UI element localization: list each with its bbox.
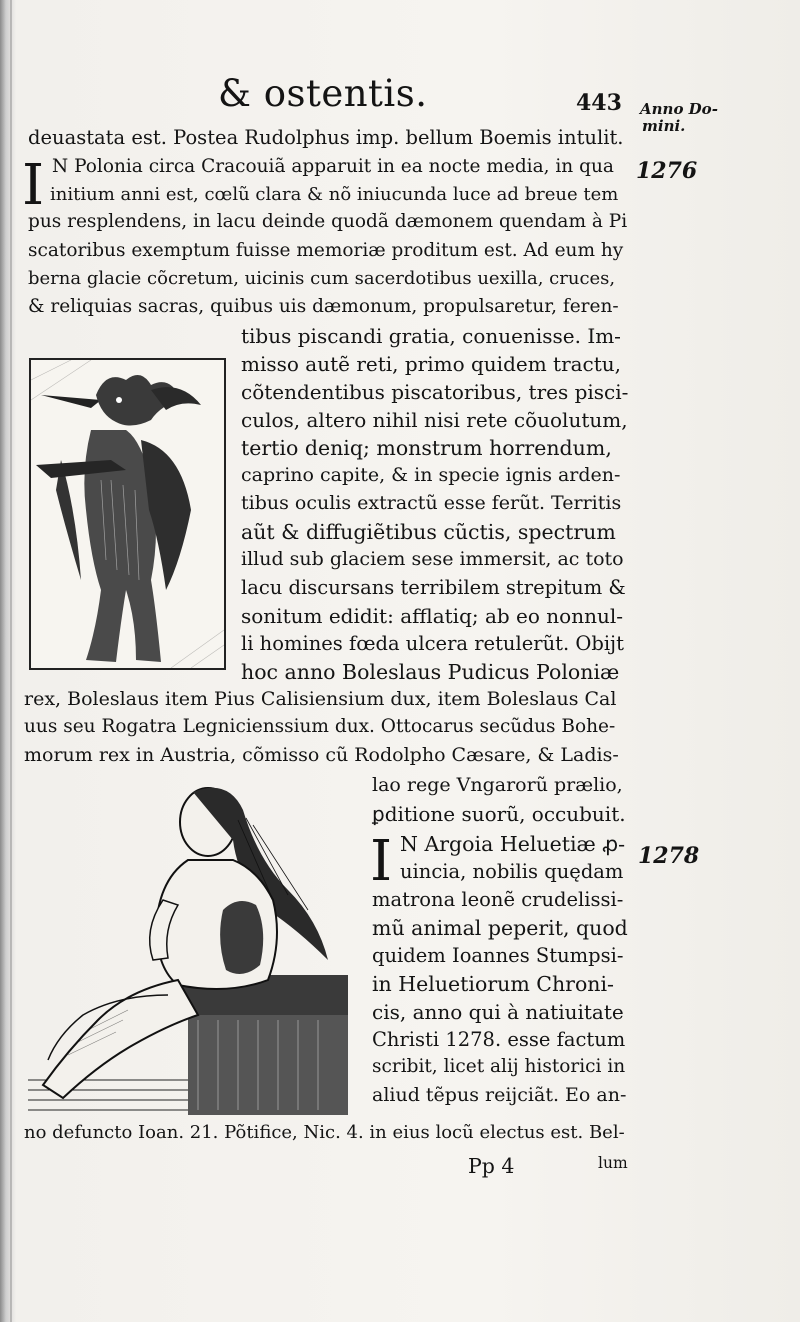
woodcut-demon-illustration bbox=[29, 358, 226, 670]
text-line: pus resplendens, in lacu deinde quodã dæmonem quendam à Pi bbox=[28, 211, 628, 232]
text-line: hoc anno Boleslaus Pudicus Poloniæ bbox=[241, 660, 620, 684]
text-line: quidem Ioannes Stumpsi- bbox=[372, 944, 624, 967]
text-line: li homines fœda ulcera retulerũt. Obijt bbox=[241, 632, 624, 655]
text-line: cõtendentibus piscatoribus, tres pisci- bbox=[241, 380, 629, 404]
text-line: lacu discursans terribilem strepitum & bbox=[241, 576, 626, 599]
page-number: 443 bbox=[576, 90, 622, 116]
text-line: scribit, licet alij historici in bbox=[372, 1056, 626, 1077]
text-line: deuastata est. Postea Rudolphus imp. bellum Boemis intulit. bbox=[28, 126, 624, 149]
demon-figure-icon bbox=[31, 360, 224, 668]
margin-mini: mini. bbox=[642, 117, 686, 135]
text-line: ꝑditione suorũ, occubuit. bbox=[372, 802, 626, 826]
text-line: rex, Boleslaus item Pius Calisiensium dux, item Boleslaus Cal bbox=[24, 688, 617, 710]
woodcut-woman-lion-illustration bbox=[28, 780, 351, 1120]
catchword: lum bbox=[598, 1154, 628, 1172]
text-line: in Heluetiorum Chroni- bbox=[372, 972, 614, 996]
text-line: no defuncto Ioan. 21. Põtifice, Nic. 4. in eius locũ electus est. Bel- bbox=[24, 1122, 625, 1143]
margin-anno-domini: Anno Do- bbox=[640, 100, 718, 118]
text-line: cis, anno qui à natiuitate bbox=[372, 1000, 624, 1024]
text-line: N Polonia circa Cracouiã apparuit in ea nocte media, in qua bbox=[52, 156, 614, 177]
text-line: Christi 1278. esse factum bbox=[372, 1028, 626, 1051]
text-line: morum rex in Austria, cõmisso cũ Rodolpho Cæsare, & Ladis- bbox=[24, 744, 619, 766]
margin-year-1278: 1278 bbox=[638, 843, 700, 869]
text-line: sonitum edidit: afflatiq; ab eo nonnul- bbox=[241, 604, 624, 628]
text-line: & reliquias sacras, quibus uis dæmonum, propulsaretur, feren- bbox=[28, 296, 619, 317]
text-line: uus seu Rogatra Legnicienssium dux. Ottocarus secũdus Bohe- bbox=[24, 716, 616, 737]
text-line: uincia, nobilis quędam bbox=[400, 860, 624, 883]
text-line: lao rege Vngarorũ prælio, bbox=[372, 774, 623, 796]
text-line: berna glacie cõcretum, uicinis cum sacerdotibus uexilla, cruces, bbox=[28, 268, 616, 289]
drop-cap-initial-2: I bbox=[370, 829, 393, 894]
text-line: tertio deniq; monstrum horrendum, bbox=[241, 436, 612, 460]
text-line: scatoribus exemptum fuisse memoriæ proditum est. Ad eum hy bbox=[28, 240, 624, 261]
text-line: tibus oculis extractũ esse ferũt. Territis bbox=[241, 492, 622, 514]
text-line: matrona leonẽ crudelissi- bbox=[372, 888, 624, 911]
margin-year-1276: 1276 bbox=[636, 158, 698, 184]
page-gutter bbox=[10, 0, 12, 1322]
text-line: misso autẽ reti, primo quidem tractu, bbox=[241, 352, 622, 376]
text-line: culos, altero nihil nisi rete cõuolutum, bbox=[241, 408, 628, 432]
text-line: caprino capite, & in specie ignis arden- bbox=[241, 464, 621, 486]
text-line: N Argoia Heluetiæ ꝓ- bbox=[400, 832, 626, 856]
text-line: illud sub glaciem sese immersit, ac toto bbox=[241, 548, 624, 570]
text-line: aũt & diffugiẽtibus cũctis, spectrum bbox=[241, 520, 616, 544]
text-line: aliud tẽpus reijciãt. Eo an- bbox=[372, 1084, 627, 1106]
drop-cap-initial: I bbox=[22, 153, 45, 218]
signature-mark: Pp 4 bbox=[468, 1154, 515, 1178]
woman-lion-figure-icon bbox=[28, 780, 351, 1120]
text-line: tibus piscandi gratia, conuenisse. Im- bbox=[241, 324, 621, 348]
text-line: mũ animal peperit, quod bbox=[372, 916, 628, 940]
text-line: initium anni est, cœlũ clara & nõ iniucunda luce ad breue tem bbox=[50, 184, 619, 205]
running-head: & ostentis. bbox=[218, 72, 428, 115]
